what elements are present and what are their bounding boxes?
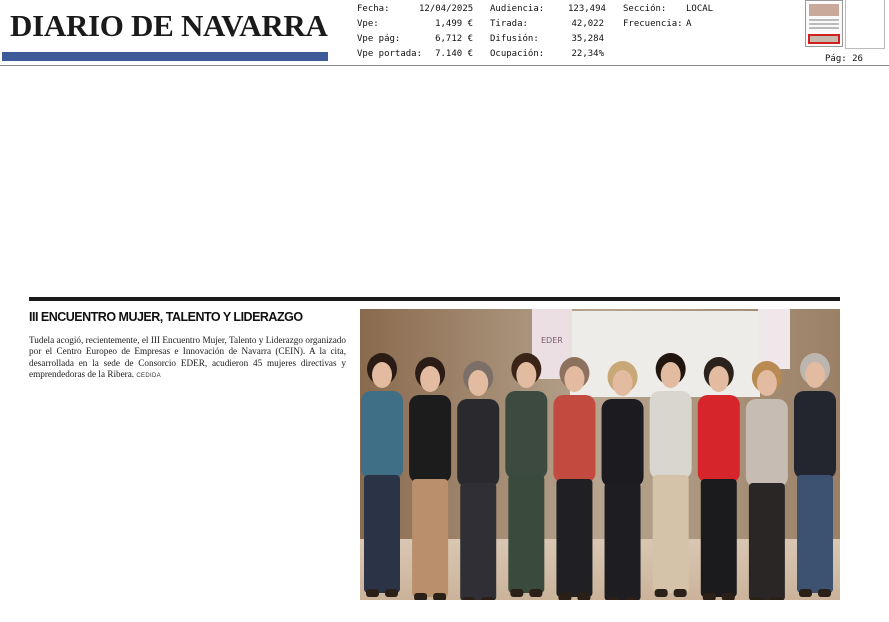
meta-value: 6,712 €: [435, 34, 473, 44]
thumbnail-line: [809, 23, 839, 25]
meta-value: 12/04/2025: [419, 4, 474, 14]
thumbnail-line: [809, 27, 839, 29]
thumbnail-highlight: [808, 34, 840, 44]
meta-row-vpe: [357, 17, 473, 32]
masthead-title: DIARIO DE NAVARRA: [10, 8, 328, 43]
meta-value: 7.140 €: [435, 49, 473, 59]
article-body-text: Tudela acogió, recientemente, el III Encuentro Mujer, Talento y Liderazgo organizado por el Centro Europeo de Empresas e Innovación de Navarra (CEIN). A la cita, desarrollada en la sede de Consorcio EDER, acudieron 45 mujeres directivas y emprendedoras de la Ribera.: [29, 335, 346, 379]
meta-row-difusion: [490, 32, 604, 47]
meta-label: Ocupación:: [490, 49, 545, 59]
meta-label: Fecha:: [357, 4, 390, 14]
photo-credit: CEDIDA: [136, 372, 161, 379]
meta-column-1: [357, 2, 473, 62]
page-thumbnail-blank: [845, 0, 885, 49]
meta-label: Audiencia:: [490, 4, 545, 14]
thumbnail-photo: [809, 4, 839, 16]
article-body: [29, 335, 346, 382]
meta-row-audiencia: [490, 2, 604, 17]
meta-value: A: [686, 19, 692, 29]
header-divider: [0, 65, 889, 66]
page-thumbnail[interactable]: [805, 0, 843, 47]
masthead-bar: [2, 52, 328, 61]
meta-row-ocupacion: [490, 47, 604, 62]
meta-value: 1,499 €: [435, 19, 473, 29]
banner-right: [758, 309, 790, 369]
meta-label: Tirada:: [490, 19, 528, 29]
meta-value: 22,34%: [571, 49, 604, 59]
meta-row-seccion: [623, 2, 713, 17]
banner-text: EDER: [541, 336, 563, 345]
meta-column-3: [623, 2, 713, 32]
meta-row-frecuencia: [623, 17, 713, 32]
meta-value: 42,022: [571, 19, 604, 29]
meta-row-fecha: [357, 2, 473, 17]
meta-value: LOCAL: [686, 4, 714, 14]
meta-label: Vpe pág:: [357, 34, 401, 44]
article-headline: III ENCUENTRO MUJER, TALENTO Y LIDERAZGO: [29, 310, 303, 324]
meta-value: 123,494: [568, 4, 606, 14]
meta-label: Sección:: [623, 4, 667, 14]
meta-row-tirada: [490, 17, 604, 32]
article-rule: [29, 297, 840, 301]
article-photo: [360, 309, 840, 600]
meta-label: Frecuencia:: [623, 19, 683, 29]
page-number: Pág: 26: [825, 54, 863, 64]
group-photo-illustration: [360, 309, 840, 600]
meta-row-vpe-pag: [357, 32, 473, 47]
meta-row-vpe-portada: [357, 47, 473, 62]
meta-column-2: [490, 2, 604, 62]
meta-label: Difusión:: [490, 34, 539, 44]
thumbnail-line: [809, 19, 839, 21]
meta-label: Vpe:: [357, 19, 379, 29]
meta-value: 35,284: [571, 34, 604, 44]
meta-label: Vpe portada:: [357, 49, 423, 59]
